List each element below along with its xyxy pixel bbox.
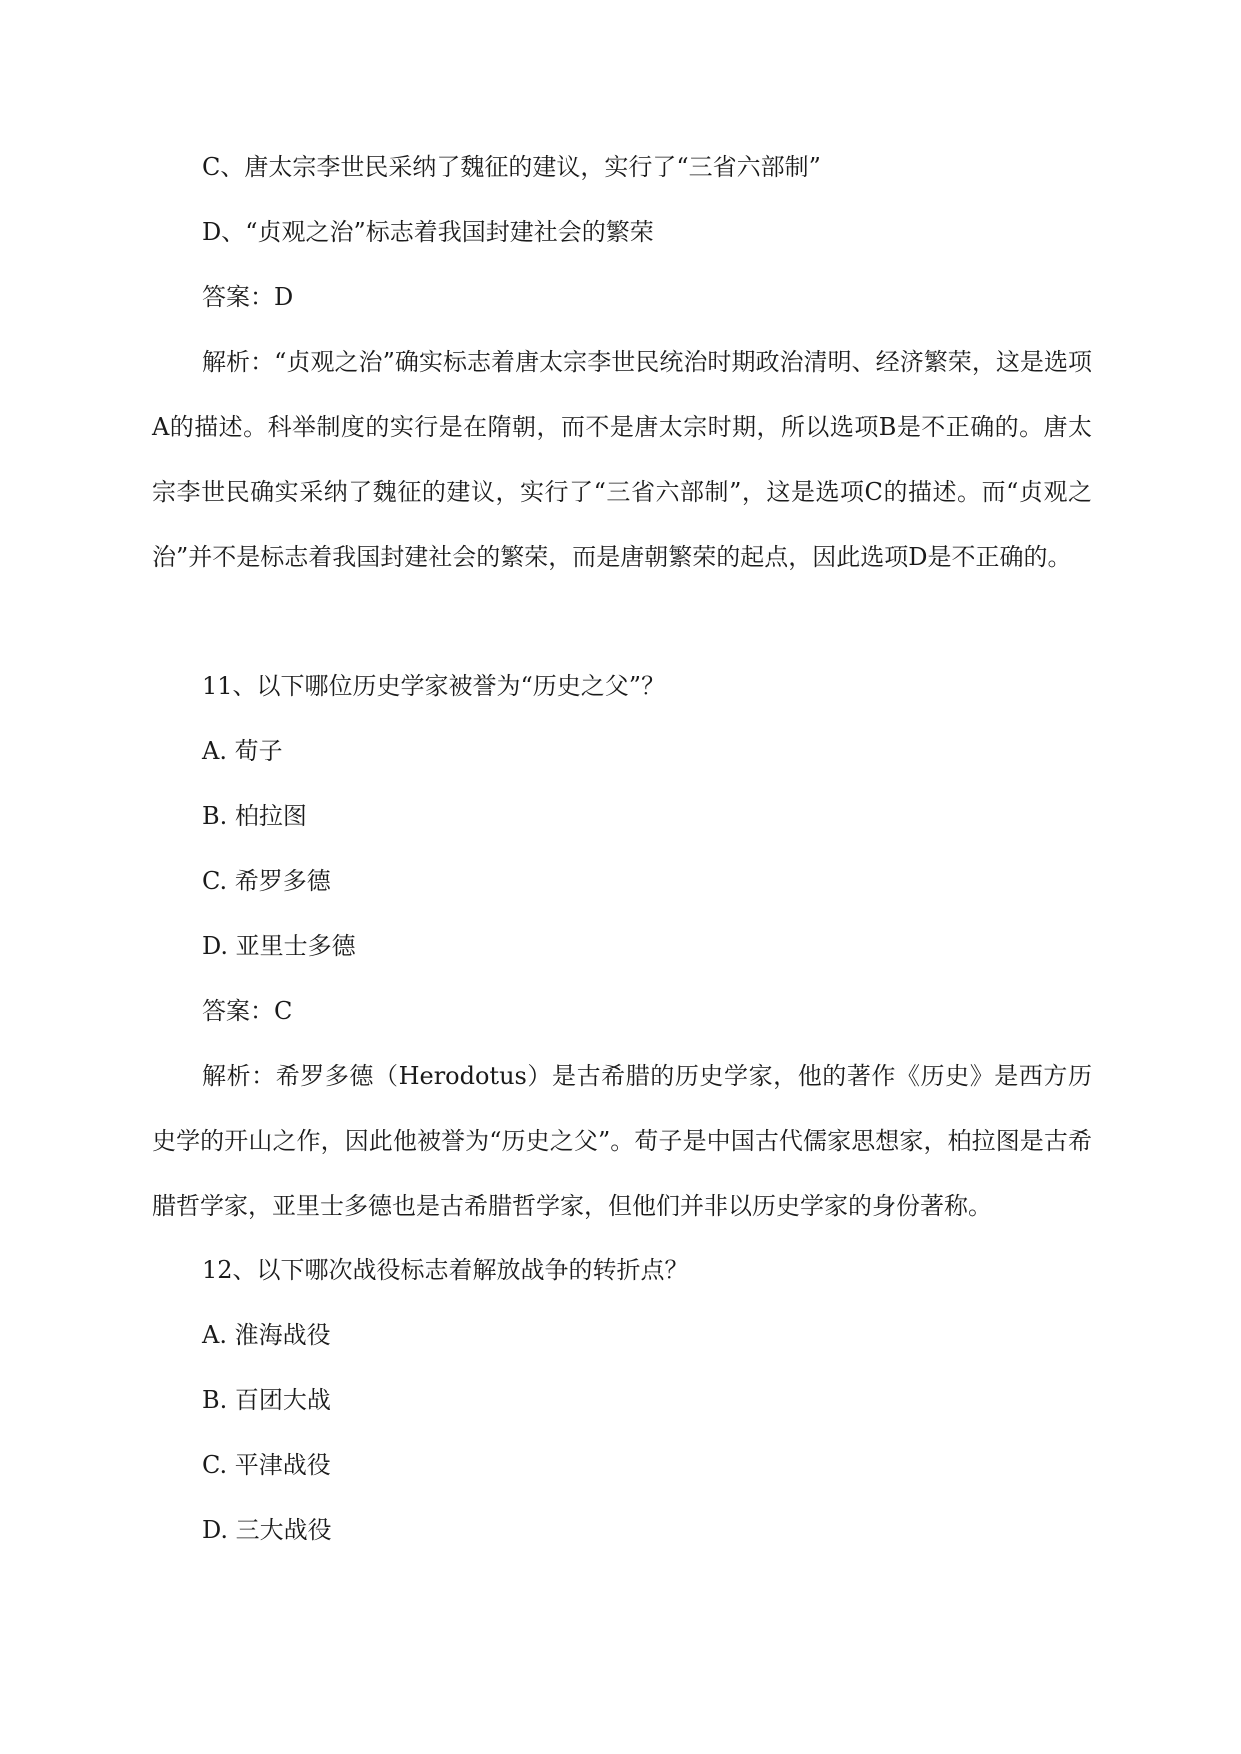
q11-option-d: D. 亚里士多德 [202, 932, 356, 960]
q11-question: 11、以下哪位历史学家被誉为“历史之父”？ [202, 672, 666, 700]
q11-answer: 答案：C [202, 997, 293, 1025]
q11-option-b: B. 柏拉图 [202, 802, 307, 830]
q10-option-d: D、“贞观之治”标志着我国封建社会的繁荣 [202, 218, 654, 246]
q11-option-a: A. 荀子 [202, 737, 283, 765]
q12-option-a: A. 淮海战役 [202, 1321, 331, 1349]
q10-analysis: 解析：“贞观之治”确实标志着唐太宗李世民统治时期政治清明、经济繁荣，这是选项A的描述。科举制度的实行是在隋朝，而不是唐太宗时期，所以选项B是不正确的。唐太宗李世民确实采纳了魏征的建议，实行了“三省六部制”，这是选项C的描述。而“贞观之治”并不是标志着我国封建社会的繁荣，而是唐朝繁荣的起点，因此选项D是不正确的。 [152, 348, 1092, 571]
q12-option-c: C. 平津战役 [202, 1451, 331, 1479]
q12-option-d: D. 三大战役 [202, 1516, 332, 1544]
q10-option-c: C、唐太宗李世民采纳了魏征的建议，实行了“三省六部制” [202, 153, 821, 181]
q11-analysis: 解析：希罗多德（Herodotus）是古希腊的历史学家，他的著作《历史》是西方历史学的开山之作，因此他被誉为“历史之父”。荀子是中国古代儒家思想家，柏拉图是古希腊哲学家，亚里士多德也是古希腊哲学家，但他们并非以历史学家的身份著称。 [152, 1062, 1092, 1220]
q10-answer: 答案：D [202, 283, 294, 311]
q12-question: 12、以下哪次战役标志着解放战争的转折点？ [202, 1256, 689, 1284]
q11-option-c: C. 希罗多德 [202, 867, 331, 895]
q12-option-b: B. 百团大战 [202, 1386, 331, 1414]
